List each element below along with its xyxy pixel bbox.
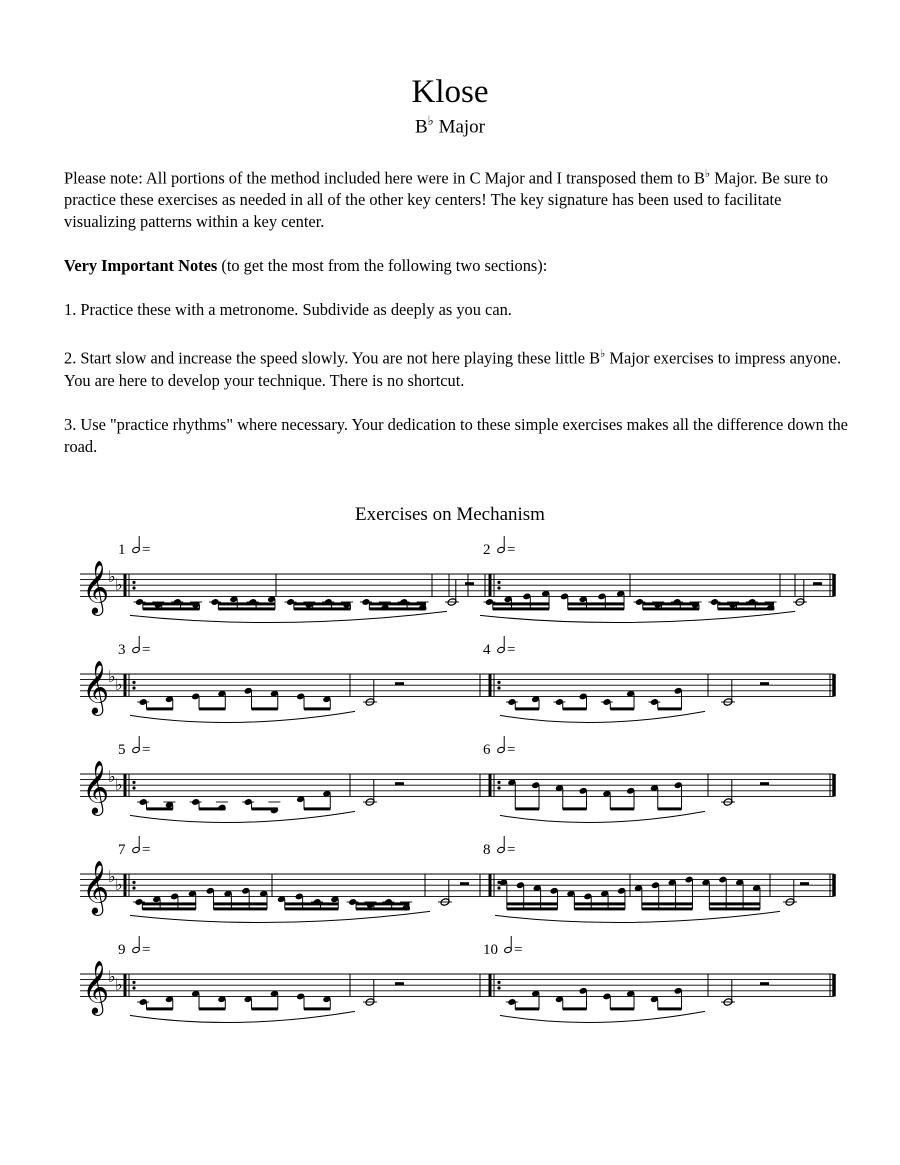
tempo-equals: = (142, 842, 151, 858)
half-rest-icon (760, 782, 769, 785)
page-title: Klose (411, 74, 489, 110)
beam (718, 607, 774, 610)
exercise-number: 7 (118, 842, 126, 858)
half-rest-icon (395, 982, 404, 985)
slur (500, 711, 705, 722)
beam (574, 907, 625, 910)
beam (199, 807, 225, 810)
exercise-number: 3 (118, 642, 126, 658)
beam (147, 707, 173, 710)
beam (507, 907, 558, 910)
exercise-number: 1 (118, 542, 126, 558)
beam (252, 707, 278, 710)
beam (643, 607, 699, 610)
beam (285, 902, 338, 905)
key-signature-flat-icon: ♭ (108, 767, 116, 786)
beam (143, 602, 200, 605)
exercise-number: 4 (483, 642, 491, 658)
tempo-equals: = (507, 842, 516, 858)
point-2: 2. Start slow and increase the speed slowly. You are not here playing these little B♭ Major exercises to impress anyone. You are here to develop your technique. There is no shortcut. (64, 348, 842, 390)
beam (199, 707, 225, 710)
key-signature-flat-icon: ♭ (115, 775, 123, 794)
beam (642, 902, 693, 905)
repeat-dot (132, 581, 135, 584)
key-signature-flat-icon: ♭ (108, 867, 116, 886)
beam (142, 907, 195, 910)
beam (563, 707, 587, 710)
beam (709, 902, 760, 905)
tempo-equals: = (142, 642, 151, 658)
exercise-number: 2 (483, 542, 491, 558)
slur (130, 711, 355, 722)
slur (130, 811, 355, 822)
beam (214, 902, 267, 905)
key-letter: B (414, 116, 428, 138)
tempo-equals: = (507, 642, 516, 658)
beam (304, 1007, 330, 1010)
half-rest-icon (395, 782, 404, 785)
beam (515, 707, 539, 710)
repeat-dot (132, 681, 135, 684)
beam (658, 1007, 682, 1010)
repeat-dot (132, 586, 135, 589)
beam (218, 607, 275, 610)
beam (294, 607, 351, 610)
slur (130, 611, 447, 622)
beam (515, 1007, 539, 1010)
beam (493, 607, 549, 610)
beam (709, 907, 760, 910)
beam (369, 602, 426, 605)
point-1: 1. Practice these with a metronome. Subdivide as deeply as you can. (64, 300, 512, 320)
treble-clef-icon: 𝄞 (82, 859, 110, 914)
exercise-number: 5 (118, 742, 126, 758)
repeat-dot (497, 586, 500, 589)
slur (500, 1011, 705, 1022)
intro-text (64, 163, 854, 480)
repeat-dot (497, 681, 500, 684)
key-signature-flat-icon: ♭ (115, 875, 123, 894)
half-rest-icon (760, 682, 769, 685)
beam (610, 707, 634, 710)
beam (515, 807, 539, 810)
half-rest-icon (760, 982, 769, 985)
repeat-dot (497, 686, 500, 689)
beam (610, 807, 634, 810)
half-rest-icon (465, 582, 474, 585)
beam (294, 602, 351, 605)
repeat-dot (497, 886, 500, 889)
tempo-equals: = (142, 542, 151, 558)
key-signature-flat-icon: ♭ (108, 567, 116, 586)
beam (147, 807, 173, 810)
beam (493, 602, 549, 605)
beam (304, 807, 330, 810)
exercise-number: 10 (483, 942, 498, 958)
beam (658, 707, 682, 710)
exercise-number: 6 (483, 742, 491, 758)
treble-clef-icon: 𝄞 (82, 559, 110, 614)
flat-sign: ♭ (427, 113, 434, 128)
staff-system-2 (80, 636, 834, 723)
beam (252, 1007, 278, 1010)
staff-system-1 (80, 536, 834, 623)
repeat-dot (497, 986, 500, 989)
repeat-dot (132, 986, 135, 989)
beam (199, 1007, 225, 1010)
section-title: Exercises on Mechanism (355, 504, 545, 525)
important-notes-heading: Very Important Notes (to get the most from the following two sections): (64, 256, 548, 276)
beam (507, 902, 558, 905)
treble-clef-icon: 𝄞 (82, 759, 110, 814)
score (0, 530, 900, 1040)
key-subtitle (0, 113, 900, 138)
tempo-equals: = (507, 742, 516, 758)
slur (495, 911, 780, 922)
key-signature-flat-icon: ♭ (108, 967, 116, 986)
repeat-dot (132, 886, 135, 889)
half-rest-icon (460, 882, 469, 885)
beam (252, 807, 278, 810)
slur (500, 811, 705, 822)
treble-clef-icon: 𝄞 (82, 959, 110, 1014)
repeat-dot (497, 581, 500, 584)
beam (304, 707, 330, 710)
beam (142, 902, 195, 905)
exercise-number: 8 (483, 842, 491, 858)
half-rest-icon (800, 882, 809, 885)
tempo-equals: = (142, 742, 151, 758)
repeat-dot (132, 981, 135, 984)
beam (369, 607, 426, 610)
beam (356, 902, 409, 905)
repeat-dot (132, 881, 135, 884)
beam (574, 902, 625, 905)
repeat-dot (497, 781, 500, 784)
beam (147, 1007, 173, 1010)
beam (563, 1007, 587, 1010)
beam (218, 602, 275, 605)
point-3: 3. Use "practice rhythms" where necessary. Your dedication to these simple exercises makes all the difference down the road. (64, 414, 848, 456)
half-rest-icon (813, 582, 822, 585)
beam (563, 807, 587, 810)
beam (568, 602, 624, 605)
slur (480, 611, 795, 622)
beam (658, 807, 682, 810)
beam (143, 607, 200, 610)
exercise-number: 9 (118, 942, 126, 958)
beam (610, 1007, 634, 1010)
slur (130, 1011, 355, 1022)
beam (642, 907, 693, 910)
beam (214, 907, 267, 910)
beam (568, 607, 624, 610)
key-signature-flat-icon: ♭ (115, 675, 123, 694)
beam (718, 602, 774, 605)
key-signature-flat-icon: ♭ (115, 575, 123, 594)
beam (285, 907, 338, 910)
repeat-dot (497, 786, 500, 789)
key-word: Major (438, 116, 485, 138)
staff-system-5 (80, 936, 834, 1023)
transposition-note: Please note: All portions of the method included here were in C Major and I transposed them to B♭ Major. Be sure to practice these exercises as needed in all of the other key centers! The key signature has been used to facilitate visualizing patterns within a key center. (64, 168, 829, 232)
key-signature-flat-icon: ♭ (115, 975, 123, 994)
repeat-dot (132, 786, 135, 789)
key-signature-flat-icon: ♭ (108, 667, 116, 686)
slur (130, 911, 430, 922)
repeat-dot (132, 686, 135, 689)
staff-system-4 (80, 836, 834, 923)
repeat-dot (132, 781, 135, 784)
repeat-dot (497, 981, 500, 984)
tempo-equals: = (514, 942, 523, 958)
beam (643, 602, 699, 605)
beam (356, 907, 409, 910)
tempo-equals: = (142, 942, 151, 958)
treble-clef-icon: 𝄞 (82, 659, 110, 714)
staff-system-3 (80, 736, 834, 823)
half-rest-icon (395, 682, 404, 685)
tempo-equals: = (507, 542, 516, 558)
